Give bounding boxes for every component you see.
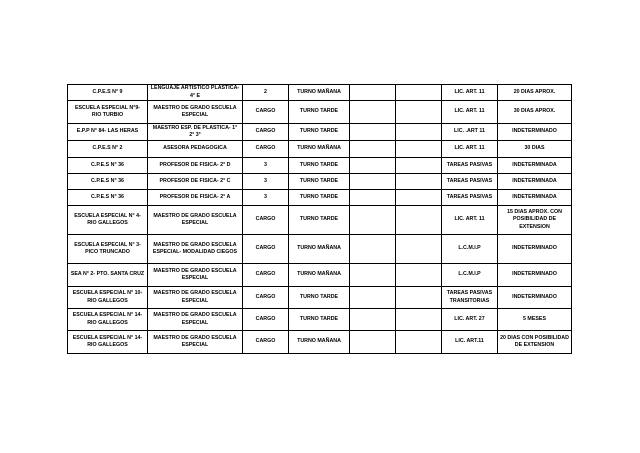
table-row <box>68 158 572 174</box>
duration-cell: INDETERMINADA <box>498 174 572 190</box>
position-cell: PROFESOR DE FISICA- 2° A <box>148 190 243 206</box>
duration-cell: INDETERMINADO <box>498 287 572 309</box>
blank-cell-1 <box>350 190 396 206</box>
license-cell: TAREAS PASIVAS <box>442 174 498 190</box>
position-cell: MAESTRO DE GRADO ESCUELA ESPECIAL <box>148 101 243 124</box>
school-cell: C.P.E.S N° 36 <box>68 190 148 206</box>
school-cell: ESCUELA ESPECIAL N° 3- PICO TRUNCADO <box>68 235 148 264</box>
duration-cell: 15 DIAS APROX. CON POSIBILIDAD DE EXTENSION <box>498 206 572 235</box>
school-cell: ESCUELA ESPECIAL N°9- RIO TURBIO <box>68 101 148 124</box>
blank-cell-1 <box>350 174 396 190</box>
blank-cell-2 <box>396 141 442 158</box>
table-row <box>68 85 572 101</box>
duration-cell: INDETERMINADO <box>498 235 572 264</box>
duration-cell: 5 MESES <box>498 309 572 331</box>
shift-cell: TURNO TARDE <box>289 287 350 309</box>
blank-cell-1 <box>350 309 396 331</box>
blank-cell-2 <box>396 206 442 235</box>
hours-cell: CARGO <box>243 101 289 124</box>
school-cell: ESCUELA ESPECIAL N° 14- RIO GALLEGOS <box>68 309 148 331</box>
duration-cell: 20 DIAS CON POSIBILIDAD DE EXTENSION <box>498 331 572 354</box>
hours-cell: CARGO <box>243 309 289 331</box>
school-cell: C.P.E.S N° 36 <box>68 158 148 174</box>
hours-cell: CARGO <box>243 124 289 141</box>
license-cell: LIC. ART. 11 <box>442 141 498 158</box>
blank-cell-2 <box>396 309 442 331</box>
hours-cell: 3 <box>243 158 289 174</box>
duration-cell: INDETERMINADO <box>498 124 572 141</box>
table-row <box>68 264 572 287</box>
position-cell: ASESORA PEDAGOGICA <box>148 141 243 158</box>
school-cell: C.P.E.S N° 2 <box>68 141 148 158</box>
position-cell: MAESTRO DE GRADO ESCUELA ESPECIAL <box>148 287 243 309</box>
license-cell: LIC. .ART 11 <box>442 124 498 141</box>
blank-cell-1 <box>350 235 396 264</box>
shift-cell: TURNO TARDE <box>289 206 350 235</box>
hours-cell: 3 <box>243 190 289 206</box>
school-cell: C.P.E.S N° 9 <box>68 85 148 101</box>
duration-cell: INDETERMINADA <box>498 158 572 174</box>
hours-cell: 3 <box>243 174 289 190</box>
hours-cell: CARGO <box>243 141 289 158</box>
blank-cell-1 <box>350 287 396 309</box>
shift-cell: TURNO MAÑANA <box>289 85 350 101</box>
blank-cell-1 <box>350 101 396 124</box>
position-cell: MAESTRO DE GRADO ESCUELA ESPECIAL <box>148 264 243 287</box>
position-cell: PROFESOR DE FISICA- 2° C <box>148 174 243 190</box>
blank-cell-2 <box>396 158 442 174</box>
hours-cell: CARGO <box>243 235 289 264</box>
position-cell: PROFESOR DE FISICA- 2° D <box>148 158 243 174</box>
duration-cell: 30 DIAS APROX. <box>498 101 572 124</box>
shift-cell: TURNO TARDE <box>289 124 350 141</box>
duration-cell: INDETERMINADA <box>498 190 572 206</box>
position-cell: MAESTRO DE GRADO ESCUELA ESPECIAL <box>148 331 243 354</box>
position-cell: MAESTRO ESP. DE PLASTICA- 1° 2° 3° <box>148 124 243 141</box>
table-row <box>68 235 572 264</box>
table-row <box>68 101 572 124</box>
hours-cell: CARGO <box>243 264 289 287</box>
table-row <box>68 206 572 235</box>
shift-cell: TURNO TARDE <box>289 158 350 174</box>
blank-cell-2 <box>396 287 442 309</box>
table-row <box>68 174 572 190</box>
license-cell: TAREAS PASIVAS TRANSITORIAS <box>442 287 498 309</box>
blank-cell-1 <box>350 264 396 287</box>
shift-cell: TURNO MAÑANA <box>289 235 350 264</box>
shift-cell: TURNO MAÑANA <box>289 141 350 158</box>
duration-cell: INDETERMINADO <box>498 264 572 287</box>
blank-cell-1 <box>350 158 396 174</box>
table-row <box>68 331 572 354</box>
license-cell: LIC. ART. 11 <box>442 85 498 101</box>
blank-cell-1 <box>350 85 396 101</box>
vacancies-table <box>67 84 572 354</box>
shift-cell: TURNO TARDE <box>289 190 350 206</box>
table-row <box>68 309 572 331</box>
shift-cell: TURNO TARDE <box>289 174 350 190</box>
blank-cell-2 <box>396 124 442 141</box>
position-cell: MAESTRO DE GRADO ESCUELA ESPECIAL- MODALIDAD CIEGOS <box>148 235 243 264</box>
blank-cell-2 <box>396 190 442 206</box>
license-cell: TAREAS PASIVAS <box>442 190 498 206</box>
blank-cell-2 <box>396 264 442 287</box>
blank-cell-2 <box>396 85 442 101</box>
shift-cell: TURNO MAÑANA <box>289 331 350 354</box>
school-cell: ESCUELA ESPECIAL N° 10- RIO GALLEGOS <box>68 287 148 309</box>
hours-cell: CARGO <box>243 331 289 354</box>
blank-cell-1 <box>350 331 396 354</box>
blank-cell-1 <box>350 141 396 158</box>
duration-cell: 30 DIAS <box>498 141 572 158</box>
table-row <box>68 287 572 309</box>
position-cell: MAESTRO DE GRADO ESCUELA ESPECIAL <box>148 206 243 235</box>
license-cell: L.C.M.I.P <box>442 264 498 287</box>
duration-cell: 20 DIAS APROX. <box>498 85 572 101</box>
table-row <box>68 190 572 206</box>
school-cell: C.P.E.S N° 36 <box>68 174 148 190</box>
school-cell: SEA N° 2- PTO. SANTA CRUZ <box>68 264 148 287</box>
blank-cell-2 <box>396 235 442 264</box>
hours-cell: CARGO <box>243 206 289 235</box>
license-cell: TAREAS PASIVAS <box>442 158 498 174</box>
school-cell: ESCUELA ESPECIAL N° 4- RIO GALLEGOS <box>68 206 148 235</box>
shift-cell: TURNO TARDE <box>289 309 350 331</box>
blank-cell-1 <box>350 206 396 235</box>
license-cell: LIC. ART. 27 <box>442 309 498 331</box>
hours-cell: 2 <box>243 85 289 101</box>
blank-cell-1 <box>350 124 396 141</box>
license-cell: L.C.M.I.P <box>442 235 498 264</box>
blank-cell-2 <box>396 331 442 354</box>
position-cell: LENGUAJE ARTISTICO PLASTICA- 4° E <box>148 85 243 101</box>
shift-cell: TURNO TARDE <box>289 101 350 124</box>
shift-cell: TURNO MAÑANA <box>289 264 350 287</box>
blank-cell-2 <box>396 101 442 124</box>
school-cell: E.P.P N° 84- LAS HERAS <box>68 124 148 141</box>
license-cell: LIC. ART.11 <box>442 331 498 354</box>
school-cell: ESCUELA ESPECIAL N° 14- RIO GALLEGOS <box>68 331 148 354</box>
table-row <box>68 141 572 158</box>
hours-cell: CARGO <box>243 287 289 309</box>
blank-cell-2 <box>396 174 442 190</box>
license-cell: LIC. ART. 11 <box>442 101 498 124</box>
table-row <box>68 124 572 141</box>
position-cell: MAESTRO DE GRADO ESCUELA ESPECIAL <box>148 309 243 331</box>
license-cell: LIC. ART. 11 <box>442 206 498 235</box>
